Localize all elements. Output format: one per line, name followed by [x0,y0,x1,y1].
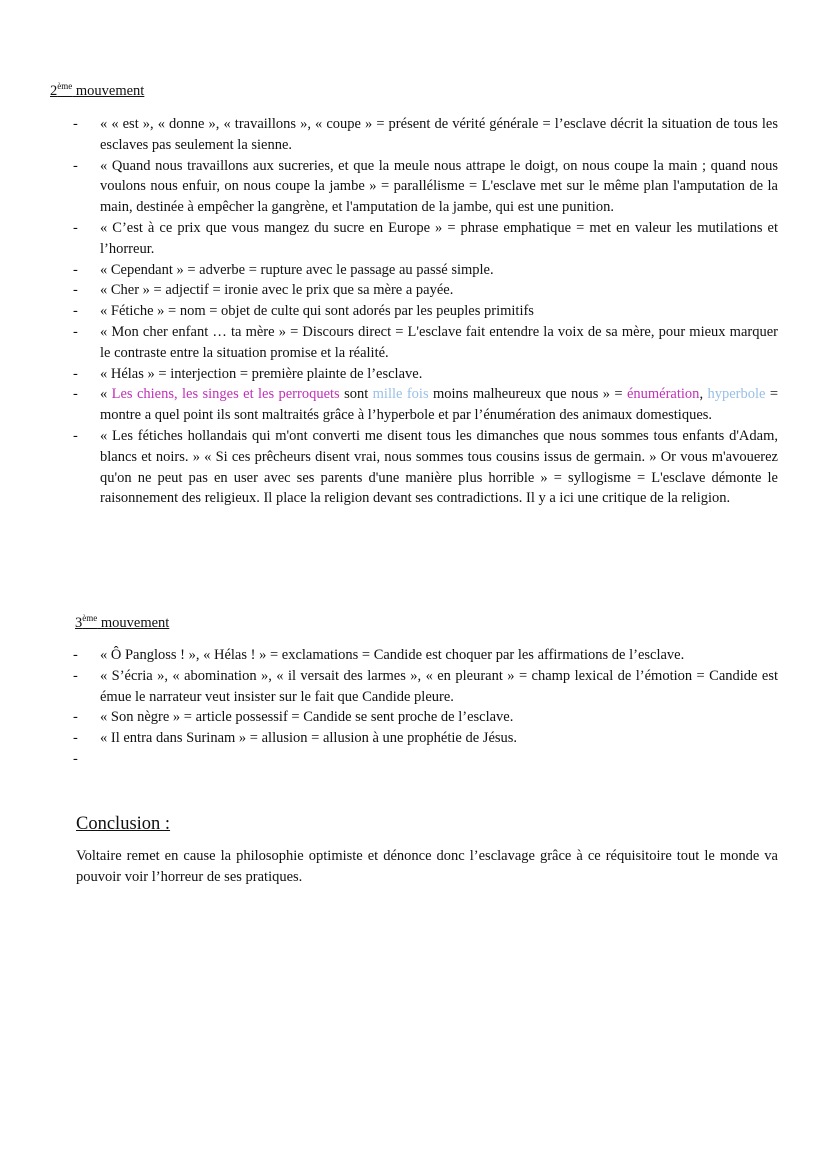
heading-mouvement-2 [50,82,144,100]
list-item [67,364,778,385]
item-text: « S’écria », « abomination », « il versait des larmes », « en pleurant » = champ lexical de l’émotion = Candide est émue le narrateur veut insister sur le fait que Candide pleure. [100,667,778,705]
bullet-dash: - [73,261,78,278]
item-text: , [699,386,708,403]
list-item [67,156,778,218]
list-item [67,666,778,708]
item-text: « Les fétiches hollandais qui m'ont converti me disent tous les dimanches que nous sommes tous enfants d'Adam, blancs et noirs. » « Si ces prêcheurs disent vrai, nous sommes tous cousins issus de germain. » Or vous m'avouerez qu'on ne peut pas en user avec ses parents d'une manière plus horrible » = syllogisme = L'esclave démonte le raisonnement des religieux. Il place la religion devant ses contradictions. Il y a ici une critique de la religion. [100,427,778,507]
conclusion-text: Voltaire remet en cause la philosophie optimiste et dénonce donc l’esclavage grâce à ce réquisitoire tout le monde va pouvoir voir l’horreur de ses pratiques. [76,848,778,885]
heading-superscript: ème [82,613,98,623]
list-item [67,728,778,749]
bullet-dash: - [73,365,78,382]
item-text: « [100,386,112,403]
list-item [67,301,778,322]
heading-superscript: ème [57,81,73,91]
item-text: moins malheureux que nous » = [428,386,627,403]
bullet-dash: - [73,323,78,340]
item-text: « Fétiche » = nom = objet de culte qui sont adorés par les peuples primitifs [100,303,534,320]
item-text [100,751,104,767]
highlight-enumeration: Les chiens, les singes et les perroquets [111,386,340,403]
list-item [67,322,778,364]
bullet-dash: - [73,157,78,174]
conclusion-title: Conclusion : [76,814,171,834]
item-text: « Il entra dans Surinam » = allusion = allusion à une prophétie de Jésus. [100,730,518,747]
item-text: « Cher » = adjectif = ironie avec le prix que sa mère a payée. [100,282,454,299]
bullet-dash: - [73,667,78,684]
label-hyperbole: hyperbole [707,386,766,403]
item-text: sont [339,386,373,403]
list-item [67,218,778,260]
item-text: « Cependant » = adverbe = rupture avec le passage au passé simple. [100,261,494,278]
bullet-dash: - [73,730,78,747]
bullet-dash: - [73,709,78,726]
list-item-colored [67,384,778,426]
list-item [67,426,778,509]
list-item-empty [67,749,778,770]
item-text: « Quand nous travaillons aux sucreries, et que la meule nous attrape le doigt, on nous coupe la main ; quand nous voulons nous enfuir, on nous coupe la jambe » = parallélisme = L'esclave met sur le même plan l'amputation de la main, destinée à empêcher la gangrène, et l'amputation de la jambe, qui est une punition. [100,157,778,216]
label-enumeration: énumération [626,386,700,403]
bullet-dash: - [73,116,78,132]
heading-number: 2 [50,83,58,99]
list-item [67,260,778,281]
heading-number: 3 [75,615,83,631]
list-item [67,280,778,301]
bullet-dash: - [73,219,78,236]
item-text: « Hélas » = interjection = première plainte de l’esclave. [100,365,423,382]
list-item [67,114,778,156]
list-mouvement-2 [67,114,778,509]
item-text: « C’est à ce prix que vous mangez du sucre en Europe » = phrase emphatique = met en valeur les mutilations et l’horreur. [100,219,778,257]
heading-label: mouvement [72,83,145,99]
item-text: « Ô Pangloss ! », « Hélas ! » = exclamations = Candide est choquer par les affirmations de l’esclave. [100,647,685,663]
bullet-dash: - [73,427,78,444]
heading-mouvement-3 [75,614,169,632]
highlight-hyperbole: mille fois [372,386,429,403]
list-item [67,707,778,728]
bullet-dash: - [73,282,78,299]
item-text: « « est », « donne », « travaillons », « coupe » = présent de vérité générale = l’esclave décrit la situation de tous les esclaves pas seulement la sienne. [100,116,778,153]
item-text: = montre a quel point ils sont maltraités grâce à l’hyperbole et par l’énumération des animaux domestiques. [100,386,779,424]
list-item [67,645,778,666]
bullet-dash: - [73,303,78,320]
bullet-dash: - [73,750,78,767]
bullet-dash: - [73,386,78,403]
heading-label: mouvement [97,615,170,631]
item-text: « Son nègre » = article possessif = Candide se sent proche de l’esclave. [100,709,514,726]
bullet-dash: - [73,647,78,663]
item-text: « Mon cher enfant … ta mère » = Discours direct = L'esclave fait entendre la voix de sa mère, pour mieux marquer le contraste entre la situation promise et la réalité. [100,323,778,361]
list-mouvement-3 [67,645,778,770]
